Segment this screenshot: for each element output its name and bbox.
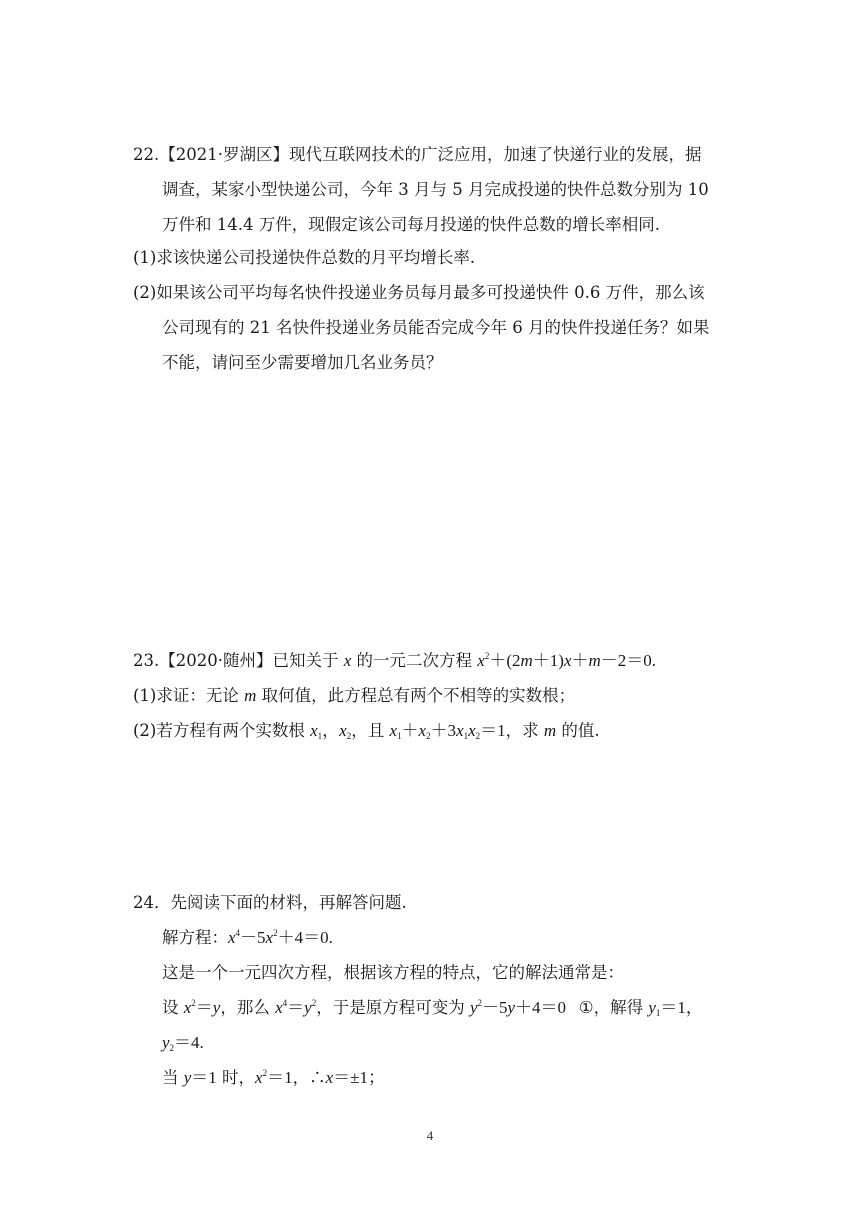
q24-line-4-c: ，于是原方程可变为: [316, 998, 470, 1017]
q22-line-1: 22.【2021·罗湖区】现代互联网技术的广泛应用，加速了快递行业的发展，据: [133, 145, 702, 164]
q24-line-6-c: ，∴: [292, 1068, 326, 1087]
q24-line-4: [162, 998, 703, 1018]
root-y1: $y_1=1$，: [648, 998, 703, 1018]
roots-condition: $x_1+x_2+3x_1x_2=1$: [389, 721, 506, 741]
var-m: m: [543, 721, 557, 740]
q24-line-5: [162, 1033, 204, 1053]
q23-part-2: [133, 721, 600, 741]
q22-line-3: 万件和 14.4 万件，现假定该公司每月投递的快件总数的增长率相同.: [162, 215, 660, 234]
q24-line-2: [162, 928, 333, 948]
q23-equation: $x^2+(2m+1)x+m-2=0$.: [477, 651, 657, 670]
q24-line-4-d: ①，解得: [578, 998, 649, 1017]
q24-line-3: 这是一个一元四次方程，根据该方程的特点，它的解法通常是：: [162, 963, 624, 982]
q22-part-2-line-3: 不能，请问至少需要增加几名业务员？: [162, 353, 443, 372]
q23-heading-text: 23.【2020·随州】已知关于: [133, 651, 344, 670]
q23-part-1-a: (1)求证：无论: [133, 686, 245, 705]
roots-expr: $x_1$，$x_2$: [310, 721, 352, 741]
quartic-equation: $x^4-5x^2+4=0$.: [228, 928, 333, 947]
substitution: $x^2=y$: [183, 998, 221, 1017]
q24-line-6: [162, 1068, 385, 1088]
q22-part-2-line-1: (2)如果该公司平均每名快件投递业务员每月最多可投递快件 0.6 万件，那么该: [133, 283, 705, 302]
q24-line-2-text: 解方程：: [162, 928, 228, 947]
q23-part-2-c: ，求: [505, 721, 544, 740]
q24-line-1: 24．先阅读下面的材料，再解答问题.: [133, 893, 407, 912]
q23-heading-text-b: 的一元二次方程: [351, 651, 478, 670]
q24-line-6-b: 时，: [216, 1068, 256, 1087]
q23-part-1: [133, 686, 575, 706]
q22-part-2-line-2: 公司现有的 21 名快件投递业务员能否完成今年 6 月的快件投递任务？如果: [162, 318, 710, 337]
var-m: m: [244, 686, 257, 705]
x-solution: x＝±1；: [325, 1068, 385, 1087]
page-number: 4: [426, 1128, 434, 1143]
q23-part-2-d: 的值.: [556, 721, 600, 740]
q22-line-2: 调查，某家小型快递公司，今年 3 月与 5 月完成投递的快件总数分别为 10: [162, 180, 709, 199]
q23-heading: [133, 651, 656, 671]
q23-part-1-b: 取何值，此方程总有两个不相等的实数根；: [256, 686, 576, 705]
substitution-2: $x^4=y^2$: [275, 998, 317, 1017]
q23-part-2-a: (2)若方程有两个实数根: [133, 721, 311, 740]
q24-line-4-a: 设: [162, 998, 184, 1017]
quadratic-in-y: $y^2-5y+4=0$: [469, 998, 579, 1017]
q24-line-4-b: ，那么: [220, 998, 276, 1017]
q24-line-6-a: 当: [162, 1068, 184, 1087]
x-squared-equals-1: $x^2=1$: [255, 1068, 293, 1087]
q23-part-2-b: ，且: [351, 721, 390, 740]
var-x: x: [343, 651, 352, 670]
q22-part-1: (1)求该快递公司投递快件总数的月平均增长率.: [133, 248, 476, 267]
root-y2: $y_2=4$.: [162, 1033, 204, 1053]
y-equals-1: y＝1: [183, 1068, 217, 1087]
